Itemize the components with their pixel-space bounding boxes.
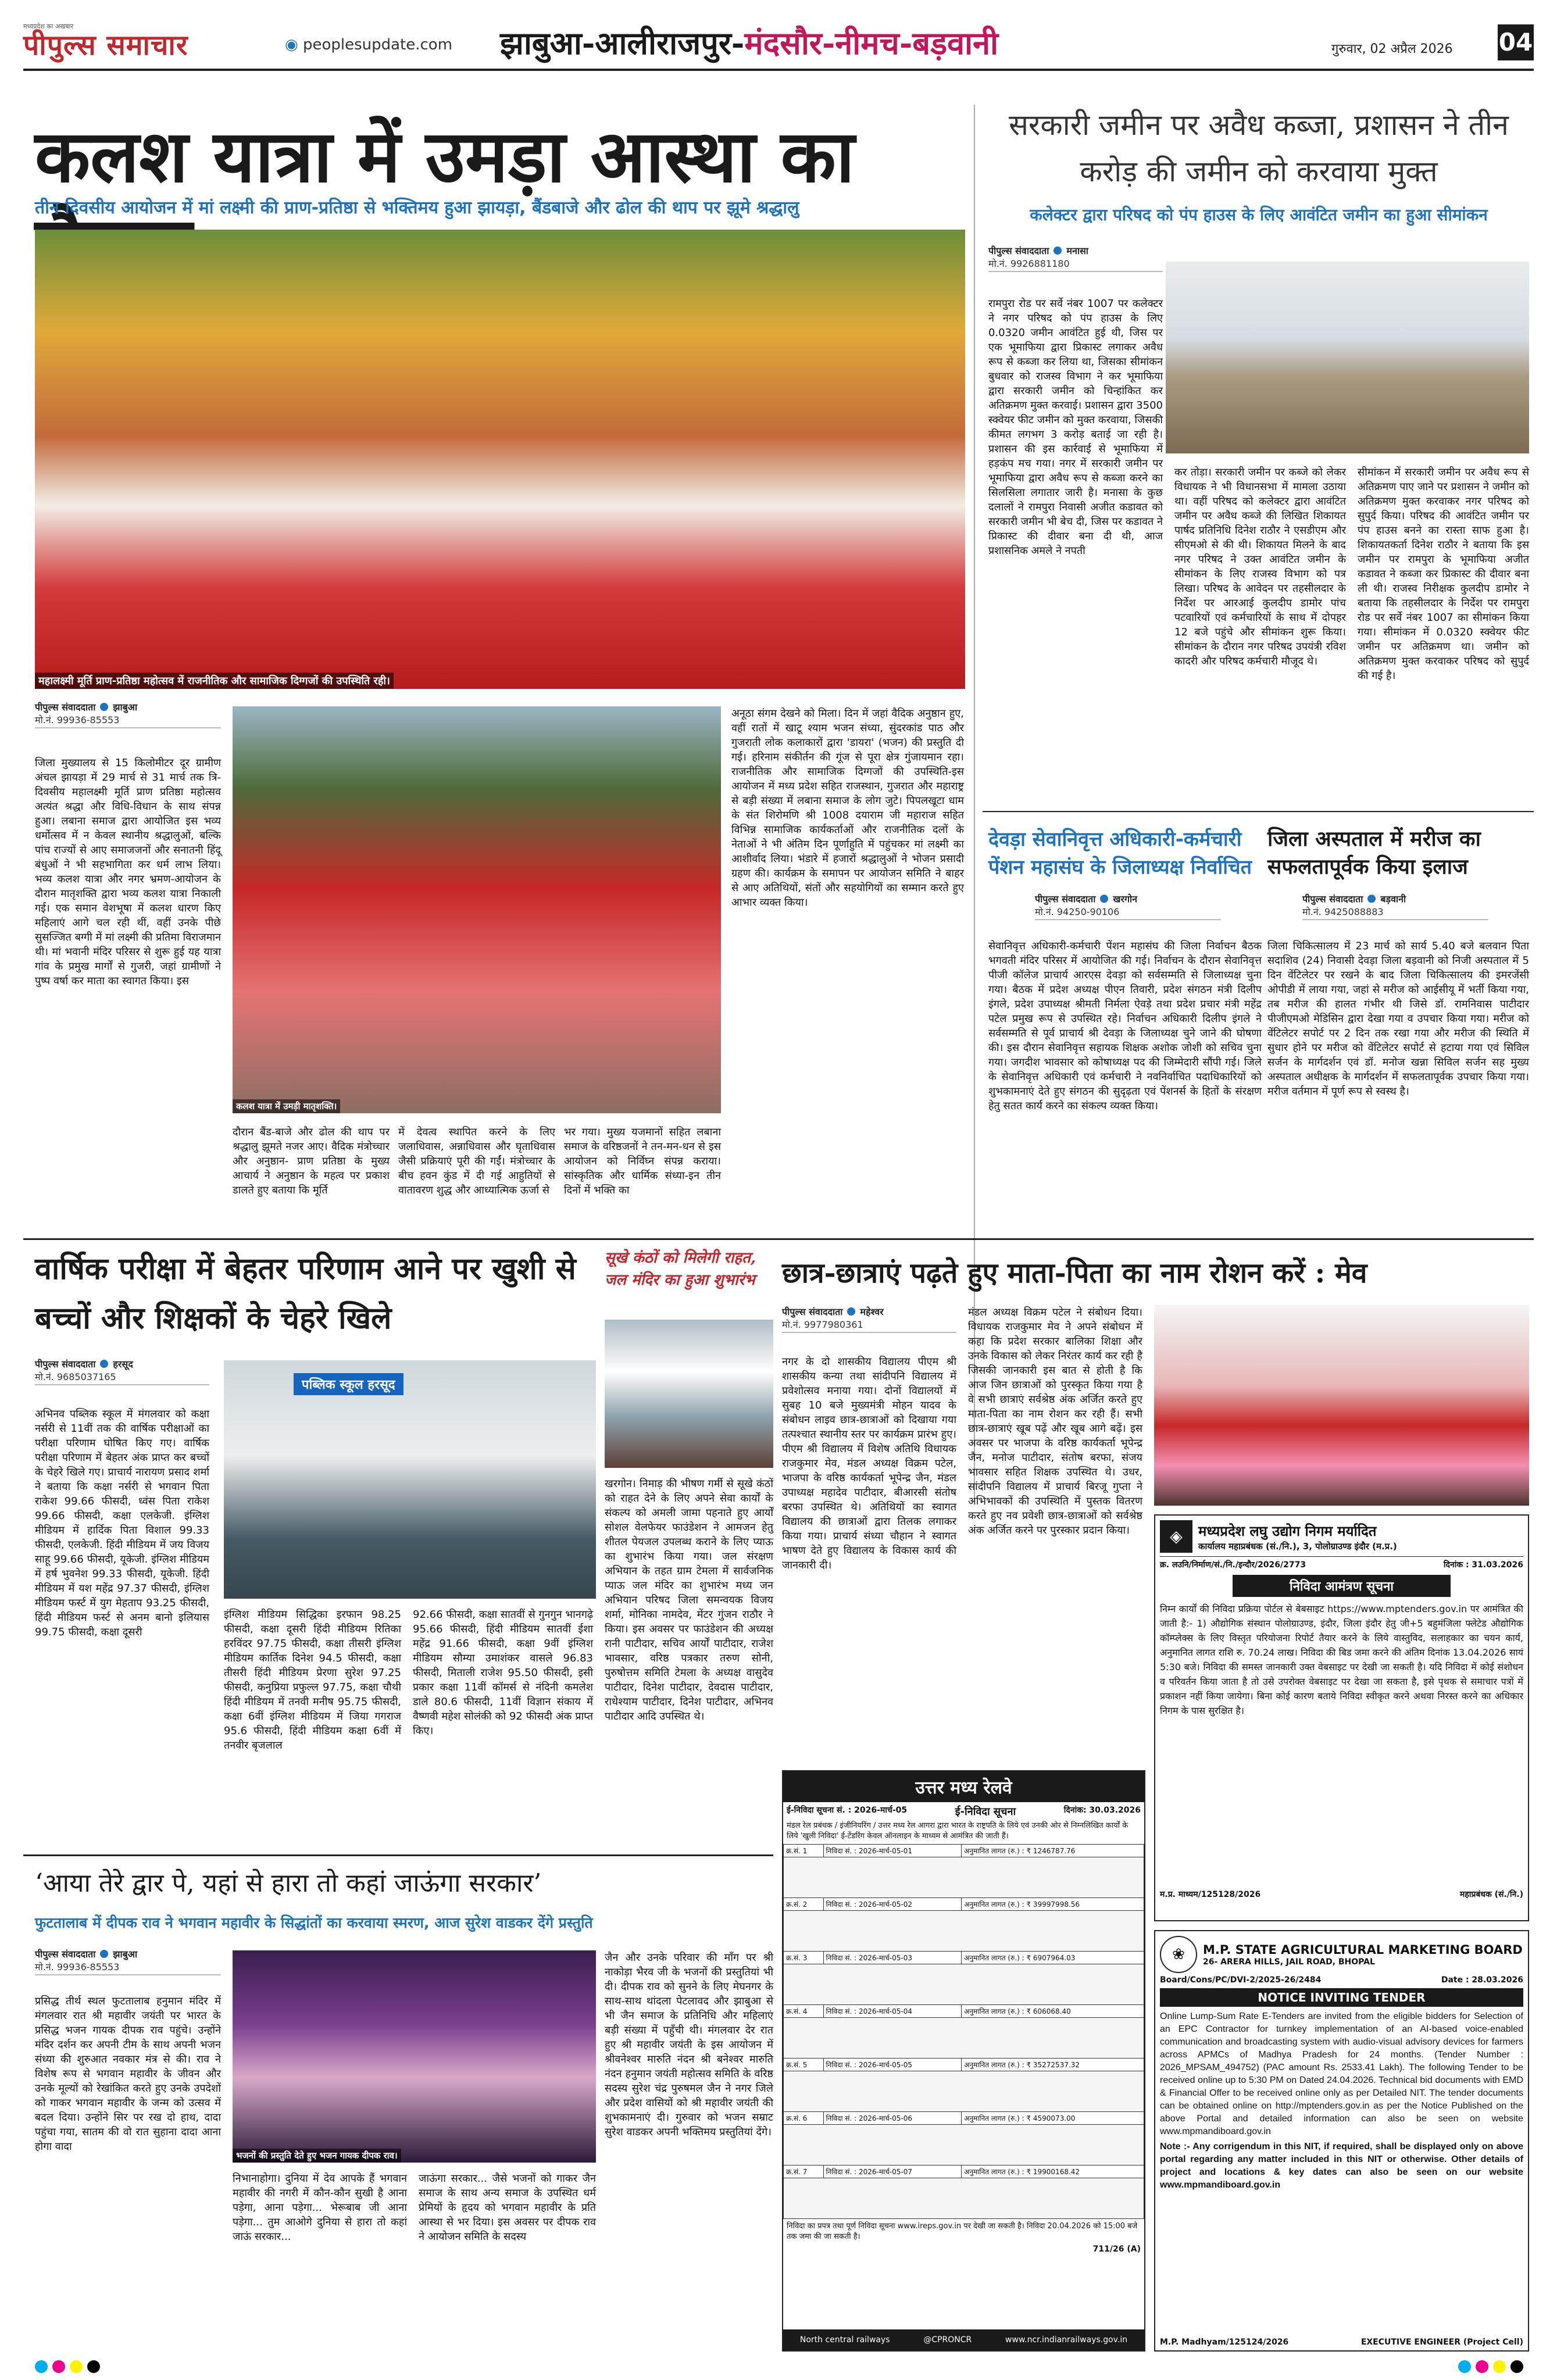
mandi-logo-icon: ❀: [1160, 1936, 1197, 1973]
jain-photo-caption: भजनों की प्रस्तुति देते हुए भजन गायक दीपक राव।: [233, 2149, 401, 2163]
exam-col-3: 92.66 फीसदी, कक्षा सातवीं से गुनगुन भानगढ़े 95.66 फीसदी, हिंदी मीडियम सातवीं ईशा महेंद्र 91.66 फीसदी, कक्षा 9वीं इंग्लिश मीडियम सौम्या उमाशंकर वासले 96.83 फीसदी, मिताली राजेश 95.50 फीसदी, इसी प्रकार कक्षा 11वीं कॉमर्स से नंदिनी कमलेश डाले 80.6 फीसदी, 11वीं विज्ञान संकाय में वैष्णवी महेश सोलंकी को 92 फीसदी अंक प्राप्त किए।: [413, 1609, 593, 1737]
railway-notice-no: ई-निविदा सूचना सं. : 2026-मार्च-05: [787, 1806, 908, 1815]
kalash-col-5: भर गया। मुख्य यजमानों सहित लबाना समाज के वरिष्ठजनों ने तन-मन-धन से इस आयोजन को निर्विघ्न संपन्न कराया। सांस्कृतिक और धार्मिक संध्या-इन तीन दिनों में भक्ति का: [564, 1126, 721, 1196]
railway-tender-spacer: [784, 2071, 1144, 2112]
location-dot-icon: [1054, 246, 1062, 255]
cmyk-dots-left: [35, 2360, 100, 2373]
jain-col-3: जाऊंगा सरकार... जैसे भजनों को गाकर जैन समाज के साथ अन्य समाज के उपस्थित धर्म प्रेमियों के हृदय को भगवान महावीर के प्रति आस्था से भर दिया। इस अवसर पर दीपक राव ने आयोजन समिति के सदस्य: [419, 2172, 596, 2243]
masthead: [23, 22, 1534, 69]
railway-tender-ad: [782, 1770, 1145, 2352]
land-col-1: रामपुरा रोड पर सर्वे नंबर 1007 पर कलेक्टर ने नगर परिषद को पंप हाउस के लिए 0.0320 जमीन आवंटित हुई थी, जिस पर एक भूमाफिया द्वारा प्रिकास्ट लगाकर अवैध रूप से कब्जा कर लिया था, जिसका सीमांकन बुधवार को राजस्व विभाग ने कर भूमाफिया द्वारा सरकारी जमीन को चिन्हांकित कर अतिक्रमण मुक्त करवाई। प्रशासन द्वारा 3500 स्क्वेयर फीट जमीन को मुक्त करवाया, जिसकी कीमत लगभग 3 करोड़ बताई जा रही है। प्रशासन की इस कार्रवाई से भूमाफिया में हड़कंप मच गया। नगर में सरकारी जमीन पर भूमाफिया द्वारा अवैध रूप से कब्जा करने का सिलसिला लगातार जारी है। मनासा के कुछ दलालों ने रामपुरा निवासी अजीत कडावत को सरकारी जमीन भी बेच दी, जिस पर कडावत ने प्रिकास्ट की दीवार बना दी थी, आज प्रशासनिक अमले ने नपती: [988, 298, 1163, 557]
mandi-ref: Board/Cons/PC/DVI-2/2025-26/2484: [1160, 1975, 1322, 1985]
railway-tender-spacer: [784, 2125, 1144, 2165]
jain-col-2: निभानाहोगा। दुनिया में देव आपके हैं भगवान महावीर की नगरी में कौन-कौन सुखी है आना पड़ेगा, आना पड़ेगा... भेरूबाब जी आना पड़ेगा... तुम आओगे दुनिया से हारा तो कहां जाऊं सरकार...: [233, 2172, 407, 2243]
railway-tender-row: [784, 2165, 1144, 2178]
msme-ref: क्र. लउनि/निर्माण/सं./नि./इन्दौर/2026/2773: [1160, 1560, 1306, 1570]
water-photo: [605, 1320, 773, 1468]
paper-tagline: मध्यप्रदेश का अखबार: [23, 23, 73, 30]
kalash-stage-photo-caption: महालक्ष्मी मूर्ति प्राण-प्रतिष्ठा महोत्सव में राजनीतिक और सामाजिक दिग्गजों की उपस्थिति रही।: [35, 673, 394, 689]
railway-cell-tender: निविदा सं. : 2026-मार्च-05-06: [823, 2112, 962, 2125]
exam-byline: पीपुल्स संवाददाता हरसूद मो.नं. 9685037165: [35, 1357, 209, 1392]
railway-tender-row: [784, 2005, 1144, 2018]
exam-school-sign: पब्लिक स्कूल हरसूद: [294, 1373, 403, 1395]
kalash-col-2: अनूठा संगम देखने को मिला। दिन में जहां वैदिक अनुष्ठान हुए, वहीं रातों में खाटू श्याम भजन संध्या, सुंदरकांड पाठ और गुजराती लोक कलाकारों द्वारा 'डायरा' (भजन) की प्रस्तुति दी गई। हरिनाम संकीर्तन की गूंज से पूरा क्षेत्र गुंजायमान रहा। राजनीतिक और सामाजिक दिग्गजों की उपस्थिति-इस आयोजन में मध्य प्रदेश सहित राजस्थान, गुजरात और महाराष्ट्र से बड़ी संख्या में लबाना समाज के लोग जुटे। पिपलखूटा धाम के संत शिरोमणि श्री 1008 दयाराम जी महाराज सहित विभिन्न सामाजिक कार्यकर्ताओं और राजनीतिक दलों के नेताओं ने भी अंतिम दिन पूर्णाहुति में पहुंचकर मां लक्ष्मी का आशीर्वाद लिया। भंडारे में हजारों श्रद्धालुओं ने भोजन प्रसादी ग्रहण की। कार्यक्रम के समापन पर आयोजन समिति ने बाहर से आए अतिथियों, संतों और सहयोगियों का सम्मान करते हुए आभार व्यक्त किया।: [731, 707, 964, 909]
railway-notice-title: ई-निविदा सूचना: [955, 1806, 1016, 1818]
railway-cell-no: क्र.सं. 6: [784, 2112, 824, 2125]
railway-notice-date: दिनांक: 30.03.2026: [1063, 1806, 1141, 1815]
railway-cell-tender: निविदा सं. : 2026-मार्च-05-02: [823, 1898, 962, 1911]
location-dot-icon: [100, 703, 108, 711]
kalash-stage-photo: [35, 230, 965, 689]
msme-address: कार्यालय महाप्रबंधक (सं./नि.), 3, पोलोग्राउण्ड इंदौर (म.प्र.): [1198, 1541, 1397, 1552]
mandi-title: NOTICE INVITING TENDER: [1160, 1988, 1523, 2007]
students-col-2: मंडल अध्यक्ष विक्रम पटेल ने संबोधन दिया। विधायक राजकुमार मेव ने अपने संबोधन में कहा कि प्रदेश सरकार बालिका शिक्षा और उनके विकास को लेकर निरंतर कार्य कर रही है जिसकी जानकारी इस बात से होती है कि आज जिन छात्राओं को पुरस्कृत किया गया है वे सभी छात्राएं सर्वश्रेष्ठ अंक अर्जित करते हुए माता-पिता का नाम रोशन कर रही हैं। सभी छात्र-छात्राएं खूब पढ़ें और खूब आगे बढ़ें। इस अवसर पर भाजपा के वरिष्ठ कार्यकर्ता भूपेन्द्र जैन, मनोज पाटीदार, संतोष बरफा, संजय भावसार सहित शिक्षक उपस्थित थे। उधर, सांदीपनि विद्यालय में प्राचार्य बिरजू गुप्ता ने अभिभावकों की उपस्थिति में पुस्तक वितरण करते हुए नव प्रवेशी छात्र-छात्राओं को सर्वश्रेष्ठ अंक अर्जित करने पर पुरस्कार प्रदान किया।: [968, 1306, 1142, 1536]
jain-headline: ‘आया तेरे द्वार पे, यहां से हारा तो कहां जाऊंगा सरकार’: [35, 1868, 542, 1898]
land-site-photo: [1166, 262, 1529, 453]
railway-tender-spacer: [784, 2018, 1144, 2059]
railway-tender-row: [784, 1898, 1144, 1911]
railway-code: 711/26 (A): [1092, 2245, 1141, 2254]
msme-logo-icon: ◈: [1160, 1520, 1192, 1553]
jain-subhead: फुटतालाब में दीपक राव ने भगवान महावीर के सिद्धांतों का करवाया स्मरण, आज सुरेश वाडकर देंगे प्रस्तुति: [35, 1914, 593, 1931]
divider-land-bottom: [983, 811, 1534, 812]
hospital-body: जिला चिकित्सालय में 23 मार्च को सार्य 5.40 बजे बलवान पिता सदाशिव (24) निवासी देवड़ा जिला बड़वानी को निजी अस्पताल में 5 दिन वेंटिलेटर पर रखने के बाद जिला चिकित्सालय की इमरजेंसी ओपीडी में लाया गया, जहां से मरीज को आईसीयू में भर्ती किया गया, तब मरीज की हालत गंभीर थी जिसे डॉ. रामनिवास पाटीदार पीजीएमओ मेडिसिन द्वारा देखा गया व उपचार किया गया। मरीज को वेंटिलेटर सपोर्ट पर 2 दिन तक रखा गया और मरीज की स्थिति में सुधार होने पर मरीज को वेंटिलेटर सपोर्ट से हटाया गया एवं सिविल सर्जन के मार्गदर्शन एवं डॉ. मनोज खन्ना सिविल सर्जन सह मुख्य अस्पताल अधीक्षक के मार्गदर्शन में सफलतापूर्वक उपचार किया गया। मरीज वर्तमान में पूर्ण रूप से स्वस्थ है।: [1267, 940, 1529, 1098]
railway-tender-row: [784, 1845, 1144, 1857]
kalash-byline: पीपुल्स संवाददाता झाबुआ मो.नं. 99936-85553: [35, 701, 221, 735]
pension-headline: देवड़ा सेवानिवृत्त अधिकारी-कर्मचारी पेंशन महासंघ के जिलाध्यक्ष निर्वाचित: [988, 828, 1252, 879]
railway-intro: मंडल रेल प्रबंधक / इंजीनियरिंग / उत्तर मध्य रेल आगरा द्वारा भारत के राष्ट्रपति के लिये एवं उनकी ओर से निम्नलिखित कार्यों के लिये 'खुली निविदा' ई-टेंडरिंग केवल ऑनलाइन के माध्यम से आमंत्रित की जाती हैं।: [787, 1821, 1129, 1841]
page-number: 04: [1498, 24, 1534, 60]
railway-cell-cost: अनुमानित लागत (रु.) : ₹ 4590073.00: [962, 2112, 1144, 2125]
location-dot-icon: [1367, 895, 1376, 903]
kalash-col-3: दौरान बैंड-बाजे और ढोल की थाप पर श्रद्धालु झूमते नजर आए। वैदिक मंत्रोच्चार और अनुष्ठान- प्राण प्रतिष्ठा के मुख्य आचार्य ने अनुष्ठान के महत्व पर प्रकाश डालते हुए बताया कि मूर्ति: [233, 1126, 390, 1196]
msme-title: निविदा आमंत्रण सूचना: [1233, 1575, 1451, 1597]
railway-cell-tender: निविदा सं. : 2026-मार्च-05-01: [823, 1845, 962, 1857]
railway-cell-no: क्र.सं. 1: [784, 1845, 824, 1857]
railway-tender-spacer: [784, 1857, 1144, 1898]
exam-headline: वार्षिक परीक्षा में बेहतर परिणाम आने पर खुशी से बच्चों और शिक्षकों के चेहरे खिले: [35, 1251, 576, 1336]
location-dot-icon: [847, 1307, 855, 1316]
railway-cell-tender: निविदा सं. : 2026-मार्च-05-05: [823, 2059, 962, 2071]
exam-col-1: अभिनव पब्लिक स्कूल में मंगलवार को कक्षा नर्सरी से 11वीं तक की वार्षिक परीक्षाओं का परीक्षा परिणाम घोषित किए गए। वार्षिक परीक्षा परिणाम में बेहतर अंक प्राप्त कर बच्चों के चेहरे खिले गए। प्राचार्य नारायण प्रसाद शर्मा ने बताया कि कक्षा नर्सरी से भगवान पिता राकेश 99.66 फीसदी, ध्वंस पिता राकेश 99.66 फीसदी, कक्षा एलकेजी. इंग्लिश मीडियम में हार्दिक पिता विशाल 99.33 फीसदी, एलकेजी. हिंदी मीडियम में जय विजय साहू 99.66 फीसदी, यूकेजी. इंग्लिश मीडियम में हर्ष भुवनेश 99.33 फीसदी, यूकेजी. हिंदी मीडियम में यश महेंद्र 97.37 फीसदी, इंग्लिश मीडियम फर्स्ट में युग मेहताप 93.25 फीसदी, हिंदी मीडियम फर्स्ट से अनम बानो इलियास 99.75 फीसदी, कक्षा दूसरी: [35, 1408, 209, 1638]
railway-tender-table: [783, 1844, 1144, 2219]
students-photo: [1154, 1305, 1529, 1506]
msme-footer-right: महाप्रबंधक (सं./नि.): [1459, 1890, 1523, 1899]
exam-school-photo: [224, 1360, 596, 1599]
land-subhead: कलेक्टर द्वारा परिषद को पंप हाउस के लिए आवंटित जमीन का हुआ सीमांकन: [1030, 205, 1488, 224]
kalash-headline: कलश यात्रा में उमड़ा आस्था का: [35, 115, 855, 199]
railway-cell-cost: अनुमानित लागत (रु.) : ₹ 6907964.03: [962, 1952, 1144, 1964]
railway-cell-cost: अनुमानित लागत (रु.) : ₹ 35272537.32: [962, 2059, 1144, 2071]
paper-name: पीपुल्स समाचार: [23, 29, 188, 62]
water-headline: सूखे कंठों को मिलेगी राहत, जल मंदिर का हुआ शुभारंभ: [605, 1249, 756, 1289]
mandi-footer-left: M.P. Madhyam/125124/2026: [1160, 2338, 1289, 2347]
hospital-headline: जिला अस्पताल में मरीज का सफलतापूर्वक किया इलाज: [1267, 827, 1481, 879]
jain-bhajan-photo: [233, 1950, 596, 2163]
msme-tender-ad: [1154, 1514, 1529, 1921]
issue-date: गुरुवार, 02 अप्रैल 2026: [1331, 42, 1453, 56]
divider-jain-top: [23, 1854, 773, 1856]
railway-tender-row: [784, 1952, 1144, 1964]
mandi-note: Note :- Any corrigendum in this NIT, if required, shall be displayed only on above portal regarding any matter included in this NIT or otherwise. Other details of project and locations & key dates can also be seen on our website www.mpmandiboard.gov.in: [1160, 2142, 1523, 2190]
railway-org: उत्तर मध्य रेलवे: [783, 1771, 1144, 1802]
pension-byline: पीपुल्स संवाददाता खरगोन मो.नं. 94250-90106: [1035, 892, 1221, 927]
msme-ref-date: दिनांक : 31.03.2026: [1443, 1560, 1523, 1570]
msme-footer-left: म.प्र. माध्यम/125128/2026: [1160, 1890, 1261, 1899]
kalash-col-1: जिला मुख्यालय से 15 किलोमीटर दूर ग्रामीण अंचल झायड़ा में 29 मार्च से 31 मार्च तक त्रि-दिवसीय महालक्ष्मी मूर्ति प्राण प्रतिष्ठा महोत्सव अत्यंत श्रद्धा और विधि-विधान के साथ संपन्न हुआ। लबाना समाज द्वारा आयोजित इस भव्य धर्मोत्सव में न केवल स्थानीय श्रद्धालुओं, बल्कि पांच राज्यों से आए समाजजनों और सनातनी हिंदू बंधुओं ने भी सहभागिता कर धर्म लाभ लिया। भव्य कलश यात्रा और नगर भ्रमण-आयोजन के दौरान मातृशक्ति द्वारा भव्य कलश यात्रा निकाली गई। एक समान वेशभूषा में कलश धारण किए महिलाएं आगे चल रही थीं, वहीं उनके पीछे सुसज्जित बग्गी में मां लक्ष्मी की प्रतिमा विराजमान थी। मां भवानी मंदिर परिसर से शुरू हुई यह यात्रा गांव के प्रमुख मार्गों से गुजरी, जहां ग्रामीणों ने पुष्प वर्षा कर माता का स्वागत किया। इस: [35, 757, 221, 987]
railway-tender-spacer: [784, 1964, 1144, 2005]
kalash-subhead: तीन दिवसीय आयोजन में मां लक्ष्मी की प्राण-प्रतिष्ठा से भक्तिमय हुआ झायड़ा, बैंडबाजे और ढोल की थाप पर झूमे श्रद्धालु: [35, 198, 799, 218]
kalash-procession-caption: कलश यात्रा में उमड़ी मातृशक्ति।: [233, 1099, 340, 1113]
railway-cell-no: क्र.सं. 3: [784, 1952, 824, 1964]
kalash-col-4: में देवत्व स्थापित करने के लिए जलाधिवास, अन्नाधिवास और घृताधिवास जैसी प्रक्रियाएं पूरी की गईं। मंत्रोच्चार के बीच हवन कुंड में दी गई आहुतियों से वातावरण शुद्ध और आध्यात्मिक ऊर्जा से: [398, 1126, 555, 1196]
jain-col-4: जैन और उनके परिवार की माँग पर श्री नाकोड़ा भैरव जी के भजनों की प्रस्तुतियां भी दी। दीपक राव को सुनने के लिए मेघनगर के साथ-साथ थांदला पेटलावद और झाबुआ से भी जैन समाज के प्रतिनिधि और महिलाएं बड़ी संख्या में पहुँची थी। मंगलवार देर रात हुए श्री महावीर जयंती के इस आयोजन में श्रीवनेश्वर मारुति नंदन श्री बनेश्वर मारुति नंदन हनुमान जयंती महोत्सव समिति के वरिष्ठ सदस्य सुरेश चंद्र पुरुषमल जैन ने नगर जिले और प्रदेश वासियों को श्री महावीर जयंती की शुभकामनाएं दी। गुरुवार को भजन सम्राट सुरेश वाडकर अपनी भक्तिमय प्रस्तुतियां देंगे।: [605, 1952, 773, 2138]
jain-col-1: प्रसिद्ध तीर्थ स्थल फुटतालाब हनुमान मंदिर में मंगलवार रात श्री महावीर जयंती पर भारत के प्रसिद्ध भजन गायक दीपक राव पहुंचे। उन्होंने मंदिर दर्शन कर अपनी टीम के साथ अपनी भजन संध्या की शुरुआत नवकार मंत्र से की। राव ने विशेष रूप से भगवान महावीर के जीवन और उनके मूल्यों को रेखांकित करते हुए उनके उपदेशों को गाकर भगवान महावीर के जन्म को उत्सव में बदल दिया। उन्होंने सिर पर रख दो हाथ, दादा पहुंचा गया, सातम की वो रात सुहाना दादा आना होगा वादा: [35, 1995, 221, 2153]
mandi-ref-date: Date : 28.03.2026: [1441, 1975, 1523, 1985]
railway-tender-row: [784, 2112, 1144, 2125]
jain-byline: पीपुल्स संवाददाता झाबुआ मो.नं. 99936-85553: [35, 1947, 221, 1982]
pension-body: सेवानिवृत्त अधिकारी-कर्मचारी पेंशन महासंघ की जिला निर्वाचन बैठक भगवती मंदिर परिसर में आयोजित की गई। निर्वाचन के दौरान सेवानिवृत्त पीजी कॉलेज प्राचार्य आरएस देवड़ा को सर्वसम्मति से जिलाध्यक्ष चुना गया। बैठक में प्रदेश अध्यक्ष पीएन तिवारी, प्रदेश संगठन मंत्री दिलीप इंगले, प्रदेश उपाध्यक्ष श्रीमती निर्मला ऐवड़े तथा प्रदेश प्रचार मंत्री महेंद्र पटेल प्रमुख रूप से उपस्थित रहे। निर्वाचन अधिकारी दिलीप इंगले ने सर्वसम्मति से पूर्व प्राचार्य श्री देवड़ा के जिलाध्यक्ष चुने जाने की घोषणा की। इस दौरान सेवानिवृत्त सहायक शिक्षक अशोक जोशी को सचिव चुना गया। जगदीश भावसार को कोषाध्यक्ष पद की जिम्मेदारी सौंपी गई। जिले के सेवानिवृत्त अधिकारी एवं कर्मचारी ने नवनिर्वाचित पदाधिकारियों को शुभकामनाएं देते हुए संगठन की सुदृढ़ता एवं पेंशनर्स के हितों के संरक्षण हेतु सतत कार्य करने का संकल्प व्यक्त किया।: [988, 940, 1262, 1112]
exam-col-2: इंग्लिश मीडियम सिद्धिका इरफान 98.25 फीसदी, कक्षा दूसरी हिंदी मीडियम रितिका हरविंदर 97.75 फीसदी, कक्षा तीसरी इंग्लिश मीडियम कार्तिक दिनेश 94.5 फीसदी, कक्षा तीसरी हिंदी मीडियम प्रेरणा सुरेश 97.25 फीसदी, कनुप्रिया प्रफुल्ल 97.75, कक्षा चौथी हिंदी मीडियम में तनवी मनीष 95.75 फीसदी, कक्षा 6वीं इंग्लिश मीडियम में जिया गगराज 95.6 फीसदी, हिंदी मीडियम कक्षा 6वीं में तनवीर बृजलाल: [224, 1609, 401, 1752]
msme-body: निम्न कार्यों की निविदा प्रक्रिया पोर्टल से बेबसाइट https://www.mptenders.gov.in पर आमंत्रित की जाती है:- 1) औद्योगिक संस्थान पोलोग्राउण्ड, इंदौर, जिला इंदौर हेतु जी+5 बहुमंजिला फ्लेटेड औद्योगिक कॉम्प्लेक्स के लिए विस्तृत परियोजना रिपोर्ट तैयार करने के लिये वास्तुविद, सलाहकार का चयन कार्य, अनुमानित लागत राशि रु. 70.24 लाख। निविदा की बिड जमा करने की अंतिम दिनांक 13.04.2026 सायं 5:30 बजे। निविदा की समस्त जानकारी उक्त वेबसाइट पर देखी जा सकती है। यदि निविदा में कोई संशोधन व परिवर्तन किया जाता है तो उसे उपरोक्त वेबसाइट पर देखा जा सकता है, इसे पृथक से समाचार पत्रों में प्रकाशन नहीं किया जायेगा। बिना कोई कारण बताये निविदा स्वीकृत करने अथवा निरस्त करने का अधिकार निगम के पास सुरक्षित है।: [1160, 1603, 1523, 1716]
masthead-rule: [23, 69, 1534, 71]
railway-tender-spacer: [784, 1911, 1144, 1952]
mandi-footer-right: EXECUTIVE ENGINEER (Project Cell): [1360, 2338, 1523, 2347]
students-col-1: नगर के दो शासकीय विद्यालय पीएम श्री शासकीय कन्या तथा सांदीपनि विद्यालय में प्रवेशोत्सव मनाया गया। दोनों विद्यालयों में सुबह 10 बजे मुख्यमंत्री मोहन यादव के संबोधन लाइव छात्र-छात्राओं को दिखाया गया तत्पश्चात स्थानीय स्तर पर कार्यक्रम प्रारंभ हुए। पीएम श्री विद्यालय में विशेष अतिथि विधायक राजकुमार मेव, मंडल अध्यक्ष विक्रम पटेल, भाजपा के वरिष्ठ कार्यकर्ता भूपेन्द्र जैन, मंडल उपाध्यक्ष महादेव पाटीदार, बीआरसी संतोष बरफा उपस्थित थे। अतिथियों का स्वागत विद्यालय की छात्राओं द्वारा तिलक लगाकर किया गया। प्राचार्य संध्या चौहान ने स्वागत भाषण देते हुए विद्यालय के विकास कार्य की जानकारी दी।: [782, 1356, 956, 1571]
railway-footer: निविदा का प्रपत्र तथा पूर्ण निविदा सूचना www.ireps.gov.in पर देखी जा सकती है। निविदा 20.04.2026 को 15:00 बजे तक जमा की जा सकती है।: [787, 2222, 1138, 2241]
region-highlight: मंदसौर-नीमच-बड़वानी: [744, 24, 998, 62]
color-registration-marks: [35, 2358, 1523, 2375]
paper-logo: [23, 22, 267, 66]
land-byline: पीपुल्स संवाददाता मनासा मो.नं. 9926881180: [988, 244, 1163, 279]
students-headline: छात्र-छात्राएं पढ़ते हुए माता-पिता का नाम रोशन करें : मेव: [782, 1257, 1367, 1289]
land-col-3: सीमांकन में सरकारी जमीन पर अवैध रूप से अतिक्रमण पाए जाने पर प्रशासन ने जमीन को अतिक्रमण मुक्त करवाकर नगर परिषद को सुपुर्द किया। परिषद की आवंटित जमीन पर पंप हाउस बनने का रास्ता साफ हुआ है। शिकायतकर्ता दिनेश राठौर ने बताया कि इस जमीन पर रामपुरा के भूमाफिया अजीत कडावत ने कब्जा कर प्रिकास्ट की दीवार बना ली थी। राजस्व निरीक्षक कुलदीप डामोर ने बताया कि तहसीलदार के निर्देश पर रामपुरा रोड पर सर्वे नंबर 1007 का सीमांकन किया गया। सीमांकन में 0.0320 स्क्वेयर फीट जमीन पर अतिक्रमण था। जमीन को अतिक्रमण मुक्त करवाकर परिषद को सुपुर्द की गई है।: [1358, 466, 1529, 682]
location-dot-icon: [100, 1360, 108, 1368]
railway-tender-spacer: [784, 2178, 1144, 2219]
kalash-procession-photo: [233, 706, 721, 1113]
railway-cell-cost: अनुमानित लागत (रु.) : ₹ 1246787.76: [962, 1845, 1144, 1857]
railway-cell-no: क्र.सं. 4: [784, 2005, 824, 2018]
railway-cell-no: क्र.सं. 2: [784, 1898, 824, 1911]
land-col-2: कर तोड़ा। सरकारी जमीन पर कब्जे को लेकर विधायक ने भी विधानसभा में मामला उठाया था। वहीं परिषद को कलेक्टर द्वारा आवंटित जमीन पर अवैध कब्जे की लिखित शिकायत पार्षद प्रतिनिधि दिनेश राठौर ने एसडीएम और सीएमओ से की थी। शिकायत मिलने के बाद नगर परिषद ने उक्त आवंटित जमीन के सीमांकन के लिए राजस्व विभाग को पत्र लिखा। परिषद के आवेदन पर तहसीलदार के निर्देश पर आरआई कुलदीप डामोर पांच पटवारियों एवं कर्मचारियों के साथ में दोपहर 12 बजे पहुंचे और सीमांकन शुरू किया। सीमांकन के दौरान नगर परिषद उपयंत्री रविश कादरी और परिषद कर्मचारी मौजूद थे।: [1174, 466, 1346, 667]
railway-cell-tender: निविदा सं. : 2026-मार्च-05-03: [823, 1952, 962, 1964]
msme-org: मध्यप्रदेश लघु उद्योग निगम मर्यादित: [1198, 1523, 1377, 1539]
mandi-body: Online Lump-Sum Rate E-Tenders are invited from the eligible bidders for Selection of an EPC Contractor for turnkey implementation of an AI-based voice-enabled communication and broadcasting system with audio-visual advisory devices for farmers across APMCs of Madhya Pradesh for 24 months. (Tender Number : 2026_MPSAM_494752) (PAC amount Rs. 2533.41 Lakh). The following Tender to be received online up to 5:30 PM on Dated 24.04.2026. Technical bid documents with EMD & Financial Offer to be received online only as per Detailed NIT. The tender documents can be obtained online on http://mptenders.gov.in as per the Notice Published on the above Portal and detailed information can also be seen on website www.mpmandiboard.gov.in: [1160, 2011, 1523, 2136]
railway-cell-cost: अनुमानित लागत (रु.) : ₹ 39997998.56: [962, 1898, 1144, 1911]
divider-horizontal-mid: [23, 1238, 1534, 1240]
website-link[interactable]: ◉ peoplesupdate.com: [285, 36, 453, 53]
railway-cell-no: क्र.सं. 7: [784, 2165, 824, 2178]
railway-tender-row: [784, 2059, 1144, 2071]
hospital-byline: पीपुल्स संवाददाता बड़वानी मो.नं. 9425088883: [1302, 892, 1488, 927]
water-body: खरगोन। निमाड़ की भीषण गर्मी से सूखे कंठों को राहत देने के लिए अपने सेवा कार्यों के संकल्प को अमली जामा पहनाते हुए आर्यों सोशल वेलफेयर फाउंडेशन ने आमजन हेतु शीतल पेयजल उपलब्ध कराने के लिए प्याऊ का शुभारंभ किया गया। जल संरक्षण अभियान के तहत ग्राम टेमला में सार्वजनिक प्याऊ जल मंदिर का शुभारंभ मध्य जन अभियान परिषद जिला समन्वयक विजय शर्मा, मोनिका नामदेव, मेंटर गुंजन राठौर ने किया। इस अवसर पर फाउंडेशन की अध्यक्ष रानी पाटीदार, सचिव आर्यों पाटीदार, राजेश भावसार, वरिष्ठ पत्रकार तरुण सोनी, पुरुषोत्तम समिति टेमला के अध्यक्ष वासुदेव पाटीदार, दिनेश पाटीदार, देवदास पाटीदार, राधेश्याम पाटीदार, दिनेश पाटीदार, अभिनव पाटीदार आदि उपस्थित थे।: [605, 1478, 773, 1723]
railway-cell-no: क्र.सं. 5: [784, 2059, 824, 2071]
location-dot-icon: [1100, 895, 1108, 903]
railway-cell-tender: निविदा सं. : 2026-मार्च-05-07: [823, 2165, 962, 2178]
mandi-tender-ad: [1154, 1930, 1529, 2352]
mandi-org: M.P. STATE AGRICULTURAL MARKETING BOARD: [1203, 1943, 1523, 1957]
location-dot-icon: [100, 1950, 108, 1958]
land-headline: सरकारी जमीन पर अवैध कब्जा, प्रशासन ने तीन करोड़ की जमीन को करवाया मुक्त: [1009, 108, 1509, 188]
globe-icon: ◉: [285, 36, 303, 53]
railway-cell-tender: निविदा सं. : 2026-मार्च-05-04: [823, 2005, 962, 2018]
railway-bottom-bar: North central railways @CPRONCR www.ncr.indianrailways.gov.in: [783, 2329, 1144, 2350]
railway-cell-cost: अनुमानित लागत (रु.) : ₹ 19900168.42: [962, 2165, 1144, 2178]
students-byline: पीपुल्स संवाददाता महेश्वर मो.नं. 9977980361: [782, 1305, 956, 1340]
region-title: झाबुआ-आलीराजपुर-मंदसौर-नीमच-बड़वानी: [500, 24, 998, 62]
mandi-address: 26- ARERA HILLS, JAIL ROAD, BHOPAL: [1203, 1957, 1375, 1967]
cmyk-dots-right: [1458, 2360, 1523, 2373]
railway-cell-cost: अनुमानित लागत (रु.) : ₹ 606068.40: [962, 2005, 1144, 2018]
